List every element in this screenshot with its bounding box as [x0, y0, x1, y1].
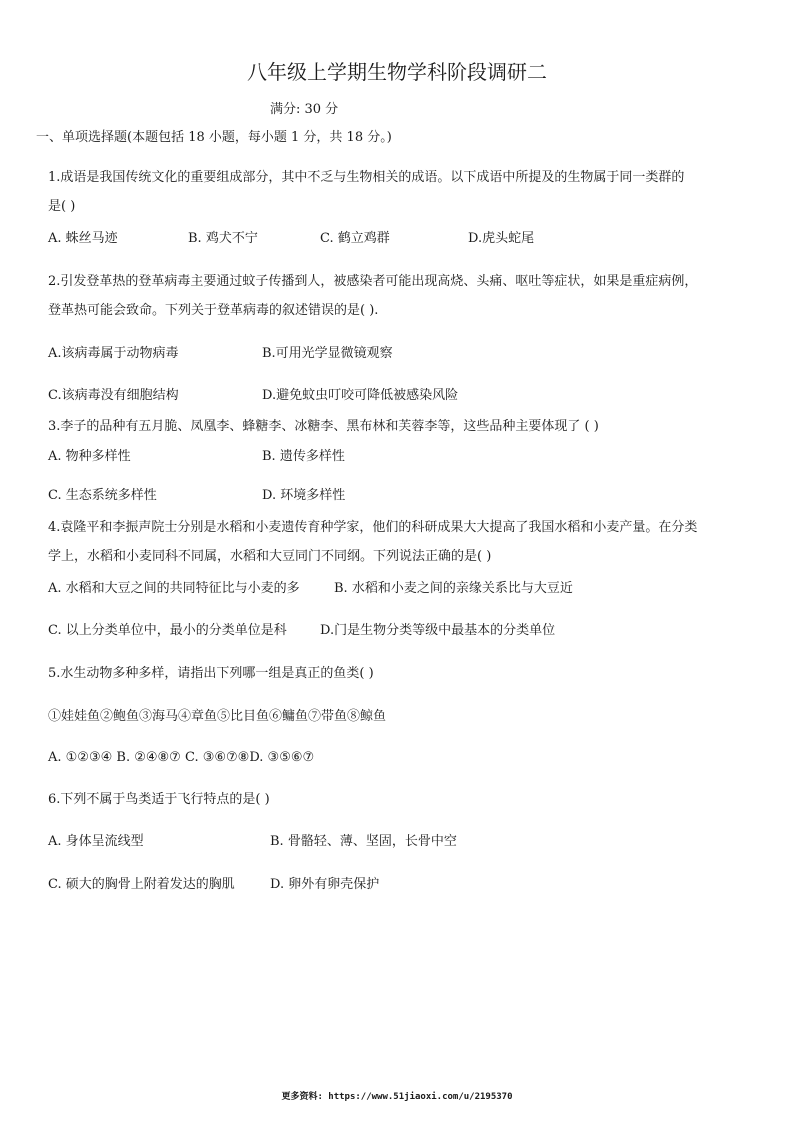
question-6-option-a: A. 身体呈流线型	[48, 834, 144, 849]
question-3-option-c: C. 生态系统多样性	[48, 488, 157, 503]
question-4-option-a: A. 水稻和大豆之间的共同特征比与小麦的多	[48, 581, 300, 596]
question-4-line-2: 学上，水稻和小麦同科不同属，水稻和大豆同门不同纲。下列说法正确的是( )	[48, 549, 492, 564]
question-2-option-d: D.避免蚊虫叮咬可降低被感染风险	[262, 388, 459, 403]
question-4-option-d: D.门是生物分类等级中最基本的分类单位	[320, 623, 556, 638]
question-2-line-1: 2.引发登革热的登革病毒主要通过蚊子传播到人，被感染者可能出现高烧、头痛、呕吐等症状，如果是重症病例，	[48, 274, 698, 289]
question-3-option-d: D. 环境多样性	[262, 488, 346, 503]
question-1-line-2: 是( )	[48, 199, 76, 214]
question-2-option-a: A.该病毒属于动物病毒	[48, 346, 179, 361]
question-1-option-c: C. 鹤立鸡群	[320, 231, 390, 246]
question-5-options: A. ①②③④ B. ②④⑧⑦ C. ③⑥⑦⑧D. ③⑤⑥⑦	[48, 750, 315, 765]
question-5-line-1: 5.水生动物多种多样，请指出下列哪一组是真正的鱼类( )	[48, 666, 374, 681]
question-3-line-1: 3.李子的品种有五月脆、凤凰李、蜂糖李、冰糖李、黑布林和芙蓉李等，这些品种主要体现了 ( )	[48, 419, 599, 434]
question-3-option-a: A. 物种多样性	[48, 449, 131, 464]
question-2-option-c: C.该病毒没有细胞结构	[48, 388, 179, 403]
question-3-option-b: B. 遗传多样性	[262, 449, 345, 464]
question-1-option-b: B. 鸡犬不宁	[188, 231, 258, 246]
score-label: 满分: 30 分	[270, 102, 339, 117]
question-6-option-d: D. 卵外有卵壳保护	[270, 877, 380, 892]
section-heading: 一、单项选择题(本题包括 18 小题，每小题 1 分，共 18 分。)	[36, 130, 392, 145]
question-1-option-a: A. 蛛丝马迹	[48, 231, 118, 246]
question-4-line-1: 4.袁隆平和李振声院士分别是水稻和小麦遗传育种学家，他们的科研成果大大提高了我国水稻和小麦产量。在分类	[48, 520, 698, 535]
question-6-line-1: 6.下列不属于鸟类适于飞行特点的是( )	[48, 792, 270, 807]
question-6-option-c: C. 硕大的胸骨上附着发达的胸肌	[48, 877, 235, 892]
page-title: 八年级上学期生物学科阶段调研二	[247, 60, 547, 84]
question-1-option-d: D.虎头蛇尾	[468, 231, 535, 246]
footer-link-text: 更多资料: https://www.51jiaoxi.com/u/2195370	[281, 1092, 513, 1102]
question-5-line-2: ①娃娃鱼②鲍鱼③海马④章鱼⑤比目鱼⑥鳙鱼⑦带鱼⑧鲸鱼	[48, 709, 387, 724]
question-6-option-b: B. 骨骼轻、薄、坚固，长骨中空	[270, 834, 457, 849]
question-4-option-c: C. 以上分类单位中，最小的分类单位是科	[48, 623, 287, 638]
question-1-line-1: 1.成语是我国传统文化的重要组成部分，其中不乏与生物相关的成语。以下成语中所提及的生物属于同一类群的	[48, 170, 685, 185]
question-4-option-b: B. 水稻和小麦之间的亲缘关系比与大豆近	[334, 581, 573, 596]
question-2-option-b: B.可用光学显微镜观察	[262, 346, 393, 361]
question-2-line-2: 登革热可能会致命。下列关于登革病毒的叙述错误的是( ).	[48, 303, 379, 318]
